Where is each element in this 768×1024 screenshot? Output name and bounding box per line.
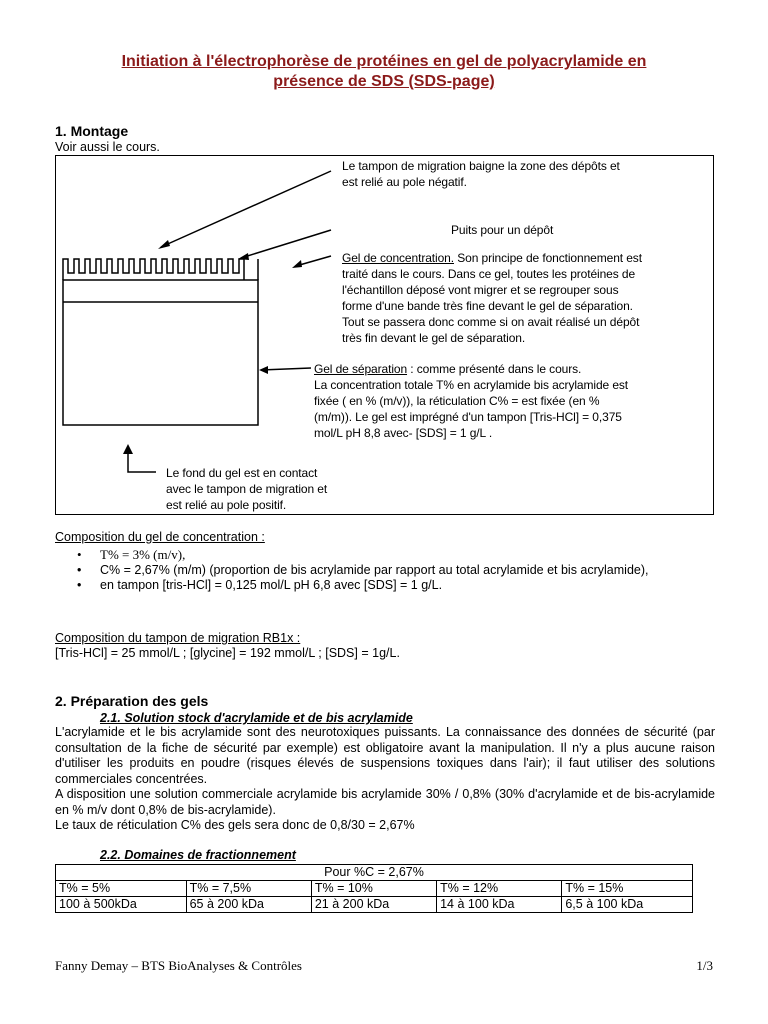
table-cell: 14 à 100 kDa xyxy=(437,897,562,913)
comp-tampon-label: Composition du tampon de migration RB1x : xyxy=(55,631,301,645)
section-1-heading: 1. Montage xyxy=(55,123,129,139)
table-cell: 65 à 200 kDa xyxy=(186,897,311,913)
table-cell: T% = 15% xyxy=(562,881,693,897)
annotation-title: Gel de concentration. xyxy=(342,251,454,265)
annotation-text: Tout se passera donc comme si on avait réalisé un dépôt xyxy=(342,315,640,329)
annotation-text: Le tampon de migration baigne la zone des dépôts et xyxy=(342,159,620,173)
arrow-tampon xyxy=(161,171,331,247)
comp-tampon-text: [Tris-HCl] = 25 mmol/L ; [glycine] = 192 mmol/L ; [SDS] = 1g/L. xyxy=(55,646,400,660)
section-2-1-paragraph-1: L'acrylamide et le bis acrylamide sont des neurotoxiques puissants. La connaissance des données de sécurité (par consultation de la fiche de sécurité par exemple) est obligatoire avant la manipulation. Il n'y a plus aucune raison d'utiliser les produits en poudre (risques élevés de suspensions toxiques dans l'air); il faut utiliser des solutions commerciales concentrées. xyxy=(55,725,715,786)
section-2-1-paragraph-2: A disposition une solution commerciale acrylamide bis acrylamide 30% / 0,8% (30% d'acrylamide et de bis-acrylamide en % m/v dont 0,8% de bis-acrylamide). xyxy=(55,787,715,817)
annotation-text: avec le tampon de migration et xyxy=(166,482,328,496)
gel-comb xyxy=(63,259,244,280)
section-2-heading: 2. Préparation des gels xyxy=(55,693,209,709)
title-line-1: Initiation à l'électrophorèse de protéines en gel de polyacrylamide en xyxy=(121,53,647,70)
page-number: 1/3 xyxy=(696,958,713,973)
annotation-text: l'échantillon déposé vont migrer et se regrouper sous xyxy=(342,283,619,297)
annotation-text: La concentration totale T% en acrylamide bis acrylamide est xyxy=(314,378,629,392)
table-row xyxy=(56,897,693,913)
annotation-text: fixée ( en % (m/v)), la réticulation C% = est fixée (en % xyxy=(314,394,600,408)
table-header-row xyxy=(56,865,693,881)
subsection-2-1-heading: 2.1. Solution stock d'acrylamide et de bis acrylamide xyxy=(100,711,413,725)
document-title xyxy=(40,52,728,92)
gel-setup-figure xyxy=(55,155,714,515)
section-2-1-paragraph-3: Le taux de réticulation C% des gels sera donc de 0,8/30 = 2,67% xyxy=(55,818,415,832)
annotation-title: Gel de séparation xyxy=(314,362,408,376)
comp-gel-list xyxy=(55,547,715,594)
table-row xyxy=(56,881,693,897)
annotation-text: : comme présenté dans le cours. xyxy=(407,362,582,376)
table-cell: 100 à 500kDa xyxy=(56,897,187,913)
list-item: • en tampon [tris-HCl] = 0,125 mol/L pH 6,8 avec [SDS] = 1 g/L. xyxy=(55,578,715,594)
title-line-2: présence de SDS (SDS-page) xyxy=(273,73,495,90)
list-item: • C% = 2,67% (m/m) (proportion de bis acrylamide par rapport au total acrylamide et bis acrylamide), xyxy=(55,563,715,579)
annotation-text: Son principe de fonctionnement est xyxy=(453,251,642,265)
annotation-text: (m/m)). Le gel est imprégné d'un tampon [Tris-HCl] = 0,375 xyxy=(314,410,622,424)
annotation-gel-concentration xyxy=(342,250,712,346)
table-cell: T% = 7,5% xyxy=(186,881,311,897)
table-cell: T% = 5% xyxy=(56,881,187,897)
section-1-intro: Voir aussi le cours. xyxy=(55,140,160,154)
annotation-gel-separation xyxy=(314,361,709,441)
arrow-separation xyxy=(261,368,311,370)
annotation-fond xyxy=(166,465,327,513)
annotation-text: forme d'une bande très fine devant le gel de séparation. xyxy=(342,299,633,313)
table-header: Pour %C = 2,67% xyxy=(56,865,693,881)
arrow-puits xyxy=(241,230,331,258)
annotation-text: est relié au pole négatif. xyxy=(342,175,467,189)
annotation-text: mol/L pH 8,8 avec- [SDS] = 1 g/L . xyxy=(314,426,493,440)
table-cell: 21 à 200 kDa xyxy=(311,897,436,913)
footer-author: Fanny Demay – BTS BioAnalyses & Contrôles xyxy=(55,958,302,973)
table-cell: 6,5 à 100 kDa xyxy=(562,897,693,913)
annotation-text: traité dans le cours. Dans ce gel, toutes les protéines de xyxy=(342,267,636,281)
annotation-text: très fin devant le gel de séparation. xyxy=(342,331,526,345)
comp-gel-label: Composition du gel de concentration : xyxy=(55,530,265,544)
arrow-fond xyxy=(128,448,156,472)
annotation-text: Le fond du gel est en contact xyxy=(166,466,318,480)
list-item: • T% = 3% (m/v), xyxy=(55,547,715,563)
table-cell: T% = 12% xyxy=(437,881,562,897)
annotation-puits: Puits pour un dépôt xyxy=(451,223,554,237)
annotation-text: est relié au pole positif. xyxy=(166,498,287,512)
fractionation-table xyxy=(55,864,693,913)
table-cell: T% = 10% xyxy=(311,881,436,897)
annotation-tampon xyxy=(342,158,620,190)
subsection-2-2-heading: 2.2. Domaines de fractionnement xyxy=(100,848,296,862)
page-footer xyxy=(55,958,713,974)
